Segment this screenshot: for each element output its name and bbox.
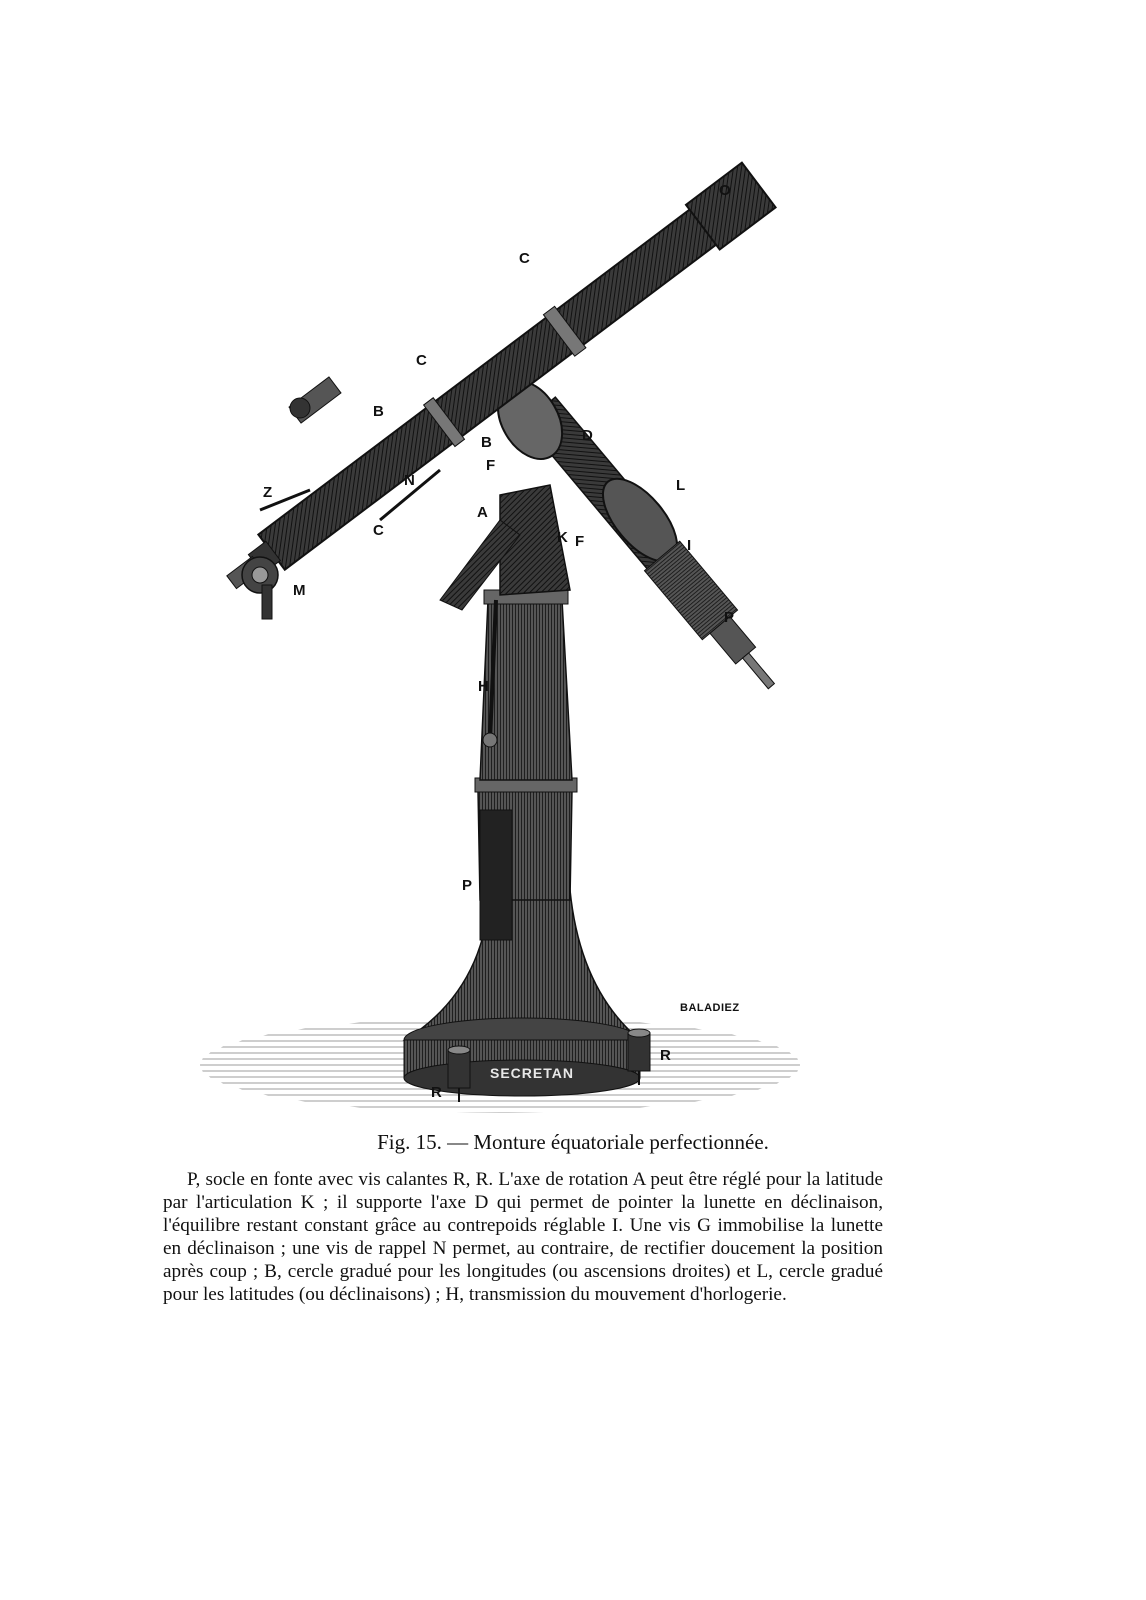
figure-label-N: N [404,472,415,489]
engraver-signature: BALADIEZ [680,1002,740,1014]
figure-label-C: C [519,250,530,267]
figure-label-H: H [478,678,489,695]
leveling-screw-right [628,1033,650,1071]
pedestal-flare [405,890,640,1040]
pillar-panel [480,810,512,940]
figure-label-B: B [373,403,384,420]
figure-label-F: F [486,457,496,474]
telescope-illustration [200,90,840,1120]
figure-label-M: M [293,582,306,599]
figure-label-K: K [557,529,568,546]
figure-label-C: C [416,352,427,369]
leveling-screw-left [448,1050,470,1088]
figure-caption: Fig. 15. — Monture équatoriale perfectionnée. [377,1130,769,1154]
description-paragraph: P, socle en fonte avec vis calantes R, R. L'axe de rotation A peut être réglé pour la latitude par l'articulation K ; il supporte l'axe D qui permet de pointer la lunette en déclinaison, l'équilibre restant constant grâce au contrepoids réglable I. Une vis G immobilise la lunette en déclinaison ; une vis de rappel N permet, au contraire, de rectifier doucement la position après coup ; B, cercle gradué pour les longitudes (ou ascensions droites) et L, cercle gradué pour les latitudes (ou déclinaisons) ; H, transmission du mouvement d'horlogerie. [163,1169,883,1305]
figure-label-P: P [462,877,473,894]
telescope-engraving [200,90,840,1120]
figure-label-R: R [660,1047,671,1064]
figure-label-P: P [724,609,735,626]
figure-label-O: O [719,182,731,199]
figure-label-L: L [676,477,686,494]
maker-mark: SECRETAN [490,1065,574,1081]
figure-label-F: F [575,533,585,550]
caption-description [163,1168,883,1306]
figure-label-I: I [687,537,692,554]
figure-label-R: R [431,1084,442,1101]
counterweight [644,541,789,701]
figure-label-Z: Z [263,484,273,501]
figure-label-B: B [481,434,492,451]
figure-label-A: A [477,504,488,521]
figure-label-D: D [582,427,593,444]
figure-label-C: C [373,522,384,539]
